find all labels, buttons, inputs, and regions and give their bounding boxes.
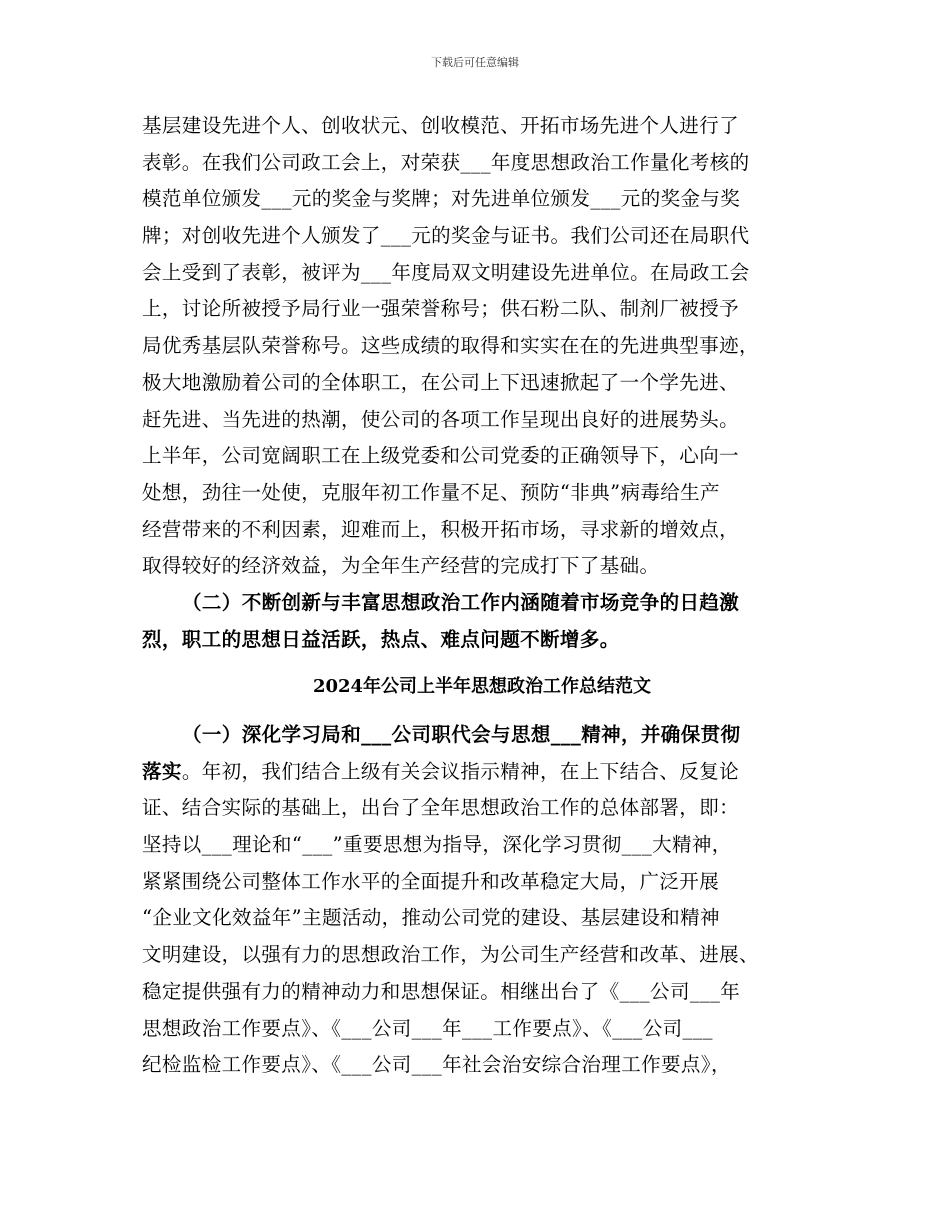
page-header: 下载后可任意编辑 [431, 56, 519, 69]
section-heading-line: （二）不断创新与丰富思想政治工作内涵随着市场竞争的日趋激 [182, 590, 740, 614]
text-line: 牌；对创收先进个人颁发了___元的奖金与证书。我们公司还在局职代 [142, 224, 750, 248]
text-line: 极大地激励着公司的全体职工，在公司上下迅速掀起了一个学先进、 [142, 370, 740, 394]
text-line: 表彰。在我们公司政工会上，对荣获___年度思想政治工作量化考核的 [142, 150, 750, 174]
text-line: 上，讨论所被授予局行业一强荣誉称号；供石粉二队、制剂厂被授予 [142, 297, 740, 321]
text-line: 模范单位颁发___元的奖金与奖牌；对先进单位颁发___元的奖金与奖 [142, 187, 741, 211]
text-line: 经营带来的不利因素，迎难而上，积极开拓市场，寻求新的增效点， [142, 517, 740, 541]
text-line: 纪检监检工作要点》、《___公司___年社会治安综合治理工作要点》， [142, 1053, 731, 1077]
text-line: 处想，劲往一处使，克服年初工作量不足、预防“非典”病毒给生产 [142, 480, 720, 504]
document-title: 2024年公司上半年思想政治工作总结范文 [312, 676, 652, 698]
text-line: 稳定提供强有力的精神动力和思想保证。相继出台了《___公司___年 [142, 979, 741, 1003]
text-line: 文明建设，以强有力的思想政治工作，为公司生产经营和改革、进展、 [142, 943, 759, 967]
text-line: 证、结合实际的基础上，出台了全年思想政治工作的总体部署，即： [142, 796, 740, 820]
paragraph-achievements [142, 108, 822, 585]
document-body [142, 108, 822, 1084]
text-line: 取得较好的经济效益，为全年生产经营的完成打下了基础。 [142, 554, 660, 578]
text-line: 思想政治工作要点》、《___公司___年___工作要点》、《___公司___ [142, 1016, 713, 1040]
text-line: 会上受到了表彰，被评为___年度局双文明建设先进单位。在局政工会 [142, 260, 750, 284]
text-line: “企业文化效益年”主题活动，推动公司党的建设、基层建设和精神 [142, 906, 720, 930]
section-heading-line: 烈，职工的思想日益活跃，热点、难点问题不断增多。 [142, 627, 620, 651]
text-line: 上半年，公司宽阔职工在上级党委和公司党委的正确领导下，心向一 [142, 444, 740, 468]
paragraph-study-implementation [142, 717, 822, 1084]
paragraph-section-two-heading [142, 585, 822, 658]
text-line: 赶先进、当先进的热潮，使公司的各项工作呈现出良好的进展势头。 [142, 407, 740, 431]
text-line: 局优秀基层队荣誉称号。这些成绩的取得和实实在在的先进典型事迹， [142, 334, 759, 358]
text-span: 。年初，我们结合上级有关会议指示精神，在上下结合、反复论 [181, 759, 740, 783]
text-line: 基层建设先进个人、创收状元、创收模范、开拓市场先进个人进行了 [142, 114, 740, 137]
text-line [142, 754, 822, 791]
heading-tail: 落实 [142, 759, 182, 783]
text-line: 紧紧围绕公司整体工作水平的全面提升和改革稳定大局，广泛开展 [142, 869, 720, 893]
section-heading-line: （一）深化学习局和___公司职代会与思想___精神，并确保贯彻 [182, 723, 741, 746]
text-line: 坚持以___理论和“___”重要思想为指导，深化学习贯彻___大精神， [142, 833, 732, 857]
